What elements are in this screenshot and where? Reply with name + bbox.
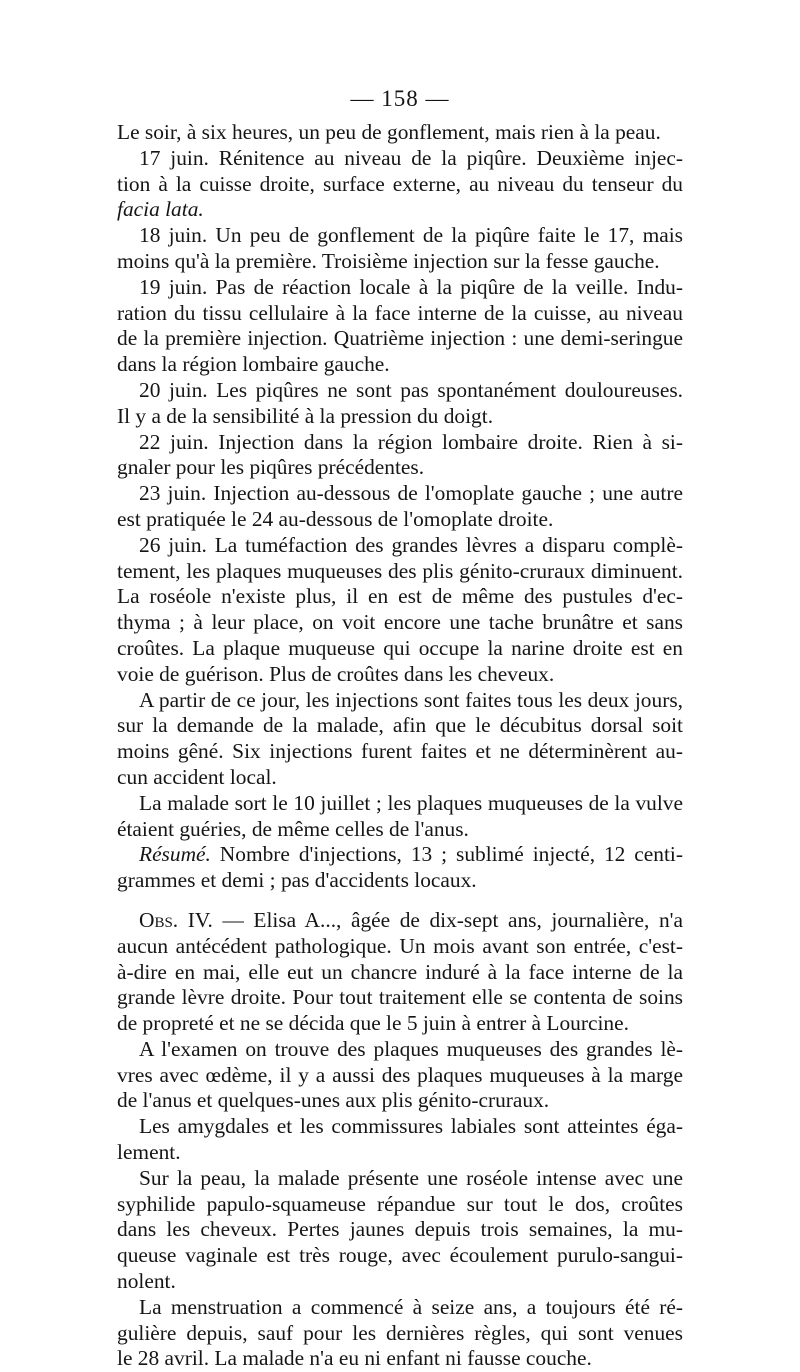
line-text: nolent.: [117, 1269, 176, 1294]
line-text: croûtes. La plaque muqueuse qui occupe la narine droite est en: [117, 635, 683, 660]
text-line: [117, 1166, 683, 1192]
line-text: de la première injection. Quatrième injection : une demi-seringue: [117, 326, 683, 351]
text-line: [117, 985, 683, 1011]
text-line: [117, 908, 683, 934]
text-line: [117, 662, 683, 688]
text-line: [117, 1295, 683, 1321]
line-text: est pratiquée le 24 au-dessous de l'omoplate droite.: [117, 506, 554, 531]
text-line: [117, 1037, 683, 1063]
line-text: 23 juin. Injection au-dessous de l'omoplate gauche ; une autre: [139, 481, 683, 506]
line-text: moins gêné. Six injections furent faites et ne déterminèrent au-: [117, 739, 683, 764]
text-line: [117, 688, 683, 714]
text-line: [117, 868, 683, 894]
line-text: moins qu'à la première. Troisième injection sur la fesse gauche.: [117, 248, 660, 273]
text-line: [117, 960, 683, 986]
line-text: La roséole n'existe plus, il en est de même des pustules d'ec-: [117, 584, 683, 609]
text-line: [117, 1192, 683, 1218]
line-text: thyma ; à leur place, on voit encore une tache brunâtre et sans: [117, 610, 683, 635]
text-line: [117, 249, 683, 275]
line-text: gnaler pour les piqûres précédentes.: [117, 455, 425, 480]
line-text: A partir de ce jour, les injections sont faites tous les deux jours,: [139, 687, 683, 712]
text-line: [117, 584, 683, 610]
line-text: 19 juin. Pas de réaction locale à la piqûre de la veille. Indu-: [139, 274, 683, 299]
line-text: A l'examen on trouve des plaques muqueuses des grandes lè-: [139, 1036, 683, 1061]
text-line: [117, 326, 683, 352]
line-text: 22 juin. Injection dans la région lombaire droite. Rien à si-: [139, 429, 683, 454]
page-number: — 158 —: [350, 86, 450, 111]
italic-label: Résumé.: [139, 842, 211, 867]
line-text: vres avec œdème, il y a aussi des plaques muqueuses à la marge: [117, 1062, 683, 1087]
text-line: [117, 430, 683, 456]
text-line: [117, 1217, 683, 1243]
text-line: [117, 1063, 683, 1089]
line-text: dans la région lombaire gauche.: [117, 352, 390, 377]
text-line: [117, 1140, 683, 1166]
line-text: étaient guéries, de même celles de l'anus.: [117, 816, 469, 841]
text-line: [117, 934, 683, 960]
text-line: [117, 765, 683, 791]
line-text: voie de guérison. Plus de croûtes dans les cheveux.: [117, 661, 555, 686]
text-line: [117, 1321, 683, 1347]
text-line: [117, 197, 683, 223]
text-line: [117, 120, 683, 146]
text-line: [117, 352, 683, 378]
text-line: [117, 481, 683, 507]
text-line: [117, 842, 683, 868]
line-text: cun accident local.: [117, 764, 277, 789]
line-text: tion à la cuisse droite, surface externe, au niveau du tenseur du: [117, 171, 683, 196]
line-text: Nombre d'injections, 13 ; sublimé injecté, 12 centi-: [210, 842, 683, 867]
line-text: lement.: [117, 1140, 181, 1165]
text-line: [117, 378, 683, 404]
line-text: 20 juin. Les piqûres ne sont pas spontanément douloureuses.: [139, 377, 683, 402]
text-line: [117, 713, 683, 739]
line-text: Il y a de la sensibilité à la pression du doigt.: [117, 403, 494, 428]
text-line: [117, 223, 683, 249]
text-line: [117, 455, 683, 481]
line-text: à-dire en mai, elle eut un chancre induré à la face interne de la: [117, 959, 683, 984]
text-line: [117, 301, 683, 327]
text-line: [117, 559, 683, 585]
line-text: Sur la peau, la malade présente une roséole intense avec une: [139, 1165, 683, 1190]
text-line: [117, 817, 683, 843]
text-line: [117, 172, 683, 198]
text-line: [117, 1269, 683, 1295]
line-text: La menstruation a commencé à seize ans, a toujours été ré-: [139, 1294, 683, 1319]
text-line: [117, 1011, 683, 1037]
text-line: [117, 739, 683, 765]
line-text: La malade sort le 10 juillet ; les plaques muqueuses de la vulve: [139, 790, 683, 815]
line-text: aucun antécédent pathologique. Un mois avant son entrée, c'est-: [117, 933, 683, 958]
observation-label: Obs. IV.: [139, 907, 213, 932]
line-text: tement, les plaques muqueuses des plis génito-cruraux diminuent.: [117, 558, 683, 583]
line-text: ration du tissu cellulaire à la face interne de la cuisse, au niveau: [117, 300, 683, 325]
line-text: dans les cheveux. Pertes jaunes depuis trois semaines, la mu-: [117, 1217, 683, 1242]
line-text: Le soir, à six heures, un peu de gonflement, mais rien à la peau.: [117, 120, 661, 144]
line-text: grande lèvre droite. Pour tout traitement elle se contenta de soins: [117, 985, 683, 1010]
text-line: [117, 1114, 683, 1140]
text-line: [117, 275, 683, 301]
text-line: [117, 404, 683, 430]
text-line: [117, 1243, 683, 1269]
text-line: [117, 1346, 683, 1372]
text-line: [117, 636, 683, 662]
italic-term: facia lata.: [117, 197, 204, 222]
text-line: [117, 1088, 683, 1114]
line-text: grammes et demi ; pas d'accidents locaux.: [117, 868, 477, 893]
line-text: de l'anus et quelques-unes aux plis génito-cruraux.: [117, 1088, 550, 1113]
text-line: [117, 791, 683, 817]
line-text: syphilide papulo-squameuse répandue sur tout le dos, croûtes: [117, 1191, 683, 1216]
text-line: [117, 533, 683, 559]
page-body: [117, 120, 683, 1372]
line-text: — Elisa A..., âgée de dix-sept ans, journalière, n'a: [212, 907, 683, 932]
line-text: gulière depuis, sauf pour les dernières règles, qui sont venues: [117, 1320, 683, 1345]
line-text: le 28 avril. La malade n'a eu ni enfant ni fausse couche.: [117, 1346, 592, 1371]
line-text: Les amygdales et les commissures labiales sont atteintes éga-: [139, 1114, 683, 1139]
line-text: 26 juin. La tuméfaction des grandes lèvres a disparu complè-: [139, 532, 683, 557]
line-text: queuse vaginale est très rouge, avec écoulement purulo-sangui-: [117, 1243, 683, 1268]
text-line: [117, 610, 683, 636]
text-line: [117, 146, 683, 172]
line-text: de propreté et ne se décida que le 5 juin à entrer à Lourcine.: [117, 1011, 629, 1036]
line-text: 17 juin. Rénitence au niveau de la piqûre. Deuxième injec-: [139, 145, 683, 170]
line-text: sur la demande de la malade, afin que le décubitus dorsal soit: [117, 713, 683, 738]
line-text: 18 juin. Un peu de gonflement de la piqûre faite le 17, mais: [139, 223, 683, 248]
text-line: [117, 507, 683, 533]
